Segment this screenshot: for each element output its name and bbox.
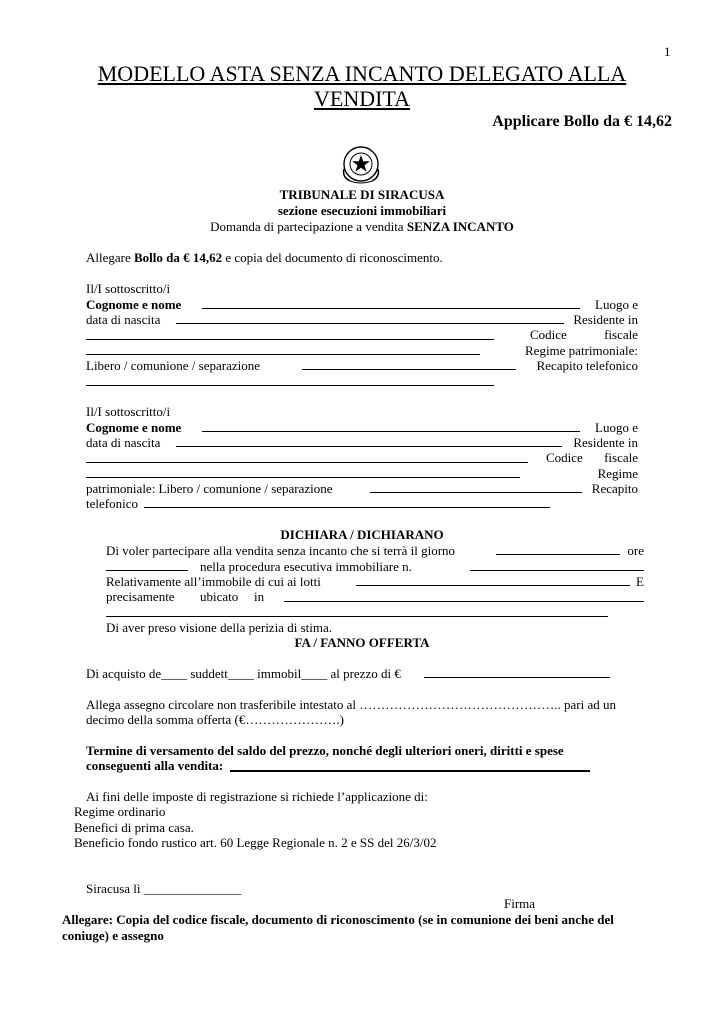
form-type-prefix: Domanda di partecipazione a vendita — [210, 219, 407, 234]
p1-cognome-label: Cognome e nome — [86, 297, 182, 312]
p2-recapito-field[interactable] — [144, 507, 550, 508]
decl-line2: nella procedura esecutiva immobiliare n. — [200, 559, 412, 574]
decl-procedura-field[interactable] — [470, 570, 644, 571]
p1-residenza-field[interactable] — [86, 339, 494, 340]
p2-regime-options: patrimoniale: Libero / comunione / separazione — [86, 481, 333, 496]
p2-residente-label: Residente in — [573, 435, 638, 450]
declaration-heading: DICHIARA / DICHIARANO — [280, 527, 444, 542]
offer-termine-line2: conseguenti alla vendita: — [86, 758, 224, 773]
p2-codice-fiscale-field[interactable] — [86, 477, 520, 478]
form-type — [0, 219, 724, 234]
decl-ore-field[interactable] — [106, 570, 188, 571]
firma-label: Firma — [504, 896, 536, 911]
p1-regime-field[interactable] — [302, 369, 516, 370]
decl-line3: Relativamente all’immobile di cui ai lotti — [106, 574, 321, 589]
offer-termine-field[interactable] — [230, 770, 590, 772]
bollo-header: Applicare Bollo da € 14,62 — [492, 113, 672, 130]
decl-line3-end: E — [636, 574, 644, 589]
form-type-bold: SENZA INCANTO — [406, 219, 514, 234]
offer-assegno-line2: decimo della somma offerta (€………………….) — [86, 712, 344, 727]
p1-regime-options: Libero / comunione / separazione — [86, 358, 260, 373]
footer-attach-line1: Allegare: Copia del codice fiscale, documento di riconoscimento (se in comunione dei beni anche del — [62, 912, 614, 927]
imposte-intro: Ai fini delle imposte di registrazione si richiede l’applicazione di: — [86, 789, 428, 804]
attach-note-prefix: Allegare — [86, 250, 135, 265]
decl-lotti-field[interactable] — [356, 585, 630, 586]
footer-attach-line2: coniuge) e assegno — [62, 928, 164, 943]
p1-intro: Il/I sottoscritto/i — [86, 281, 171, 296]
p1-recapito-field[interactable] — [86, 385, 494, 386]
imposte-item-1: Regime ordinario — [74, 804, 166, 819]
p1-data-nascita-label: data di nascita — [86, 312, 161, 327]
p2-codice-label: Codice — [546, 450, 583, 465]
court-section: sezione esecuzioni immobiliari — [277, 203, 447, 218]
p1-regime-label: Regime patrimoniale: — [525, 343, 638, 358]
offer-prezzo-field[interactable] — [424, 677, 610, 678]
p2-cognome-field[interactable] — [202, 431, 580, 432]
p1-codice-label: Codice — [530, 327, 567, 342]
decl-ubicato-field-2[interactable] — [106, 616, 608, 617]
p1-cognome-field[interactable] — [202, 308, 580, 309]
offer-heading: FA / FANNO OFFERTA — [294, 635, 430, 650]
p1-luogo-label: Luogo e — [595, 297, 638, 312]
decl-line4-a: precisamente — [106, 589, 175, 604]
offer-assegno-line1: Allega assegno circolare non trasferibile intestato al ……………………………………….. pari ad un — [86, 697, 616, 712]
decl-ore-label: ore — [627, 543, 644, 558]
p1-codice-fiscale-field[interactable] — [86, 354, 480, 355]
attach-note — [86, 250, 443, 265]
decl-ubicato-field[interactable] — [284, 601, 644, 602]
imposte-item-2: Benefici di prima casa. — [74, 820, 194, 835]
p1-fiscale-label: fiscale — [604, 327, 638, 342]
p2-luogo-label: Luogo e — [595, 420, 638, 435]
p2-residenza-field[interactable] — [86, 462, 528, 463]
offer-acquisto: Di acquisto de____ suddett____ immobil____ al prezzo di € — [86, 666, 401, 681]
attach-note-bold: Bollo da € 14,62 — [134, 250, 223, 265]
attach-note-suffix: e copia del documento di riconoscimento. — [222, 250, 443, 265]
p2-data-nascita-field[interactable] — [176, 446, 562, 447]
offer-termine-line1: Termine di versamento del saldo del prezzo, nonché degli ulteriori oneri, diritti e spese — [86, 743, 564, 758]
decl-line1: Di voler partecipare alla vendita senza incanto che si terrà il giorno — [106, 543, 456, 558]
decl-line4-c: in — [254, 589, 265, 604]
p2-intro: Il/I sottoscritto/i — [86, 404, 171, 419]
republic-emblem-icon — [340, 143, 382, 185]
title-line-1: MODELLO ASTA SENZA INCANTO DELEGATO ALLA — [97, 61, 627, 86]
p2-cognome-label: Cognome e nome — [86, 420, 182, 435]
court-name: TRIBUNALE DI SIRACUSA — [279, 187, 445, 202]
p1-recapito-label: Recapito telefonico — [536, 358, 638, 373]
p2-recapito-label: Recapito — [591, 481, 638, 496]
decl-line4-b: ubicato — [200, 589, 239, 604]
p2-regime-label: Regime — [597, 466, 638, 481]
p1-data-nascita-field[interactable] — [176, 323, 564, 324]
imposte-item-3: Beneficio fondo rustico art. 60 Legge Regionale n. 2 e SS del 26/3/02 — [74, 835, 437, 850]
place-date: Siracusa lì _______________ — [86, 881, 242, 896]
title-line-2: VENDITA — [314, 86, 410, 111]
decl-perizia: Di aver preso visione della perizia di stima. — [106, 620, 332, 635]
p1-residente-label: Residente in — [573, 312, 638, 327]
p2-regime-field[interactable] — [370, 492, 582, 493]
page-number: 1 — [664, 44, 671, 59]
p2-data-nascita-label: data di nascita — [86, 435, 161, 450]
p2-telefonico-label: telefonico — [86, 496, 138, 511]
decl-date-field[interactable] — [496, 554, 620, 555]
p2-fiscale-label: fiscale — [604, 450, 638, 465]
